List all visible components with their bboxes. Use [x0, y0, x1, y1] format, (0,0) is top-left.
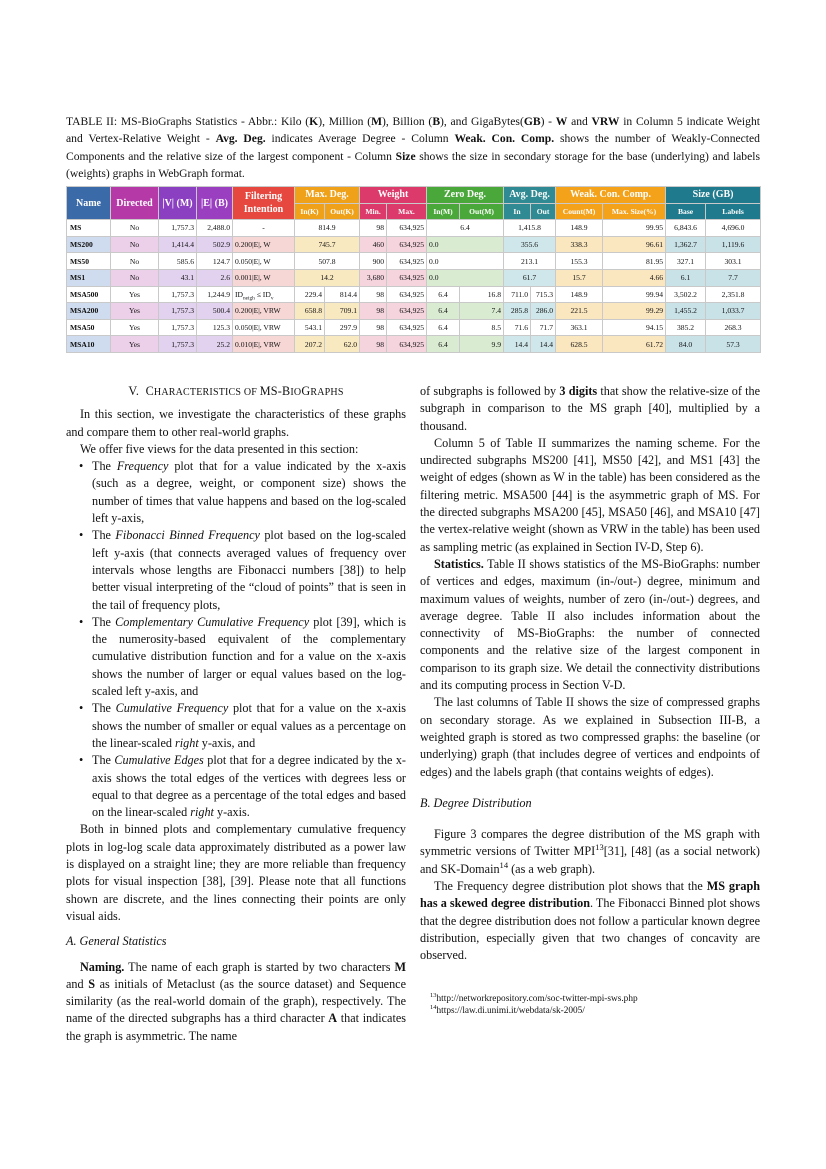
- cell-labels: 303.1: [706, 253, 761, 270]
- footnote: $^{14}$https://law.di.unimi.it/webdata/sk-2005/: [430, 1003, 585, 1016]
- cell-count: 155.3: [556, 253, 603, 270]
- cell-avg-degree: 1,415.8: [504, 220, 556, 237]
- subheader-out-m: Out(M): [460, 203, 504, 220]
- cell-labels: 57.3: [706, 336, 761, 353]
- header-directed: Directed: [111, 187, 159, 220]
- cell-directed: Yes: [111, 319, 159, 336]
- cell-directed: Yes: [111, 303, 159, 320]
- cell-base: 84.0: [666, 336, 706, 353]
- cell-edges: 1,244.9: [197, 286, 233, 303]
- cell-labels: 4,696.0: [706, 220, 761, 237]
- cell-count: 628.5: [556, 336, 603, 353]
- bullet-list: [66, 458, 406, 821]
- cell-vertices: 1,757.3: [159, 286, 197, 303]
- subheader-out: Out: [531, 203, 556, 220]
- cell-zero-degree: 0.0: [427, 269, 504, 286]
- cell-name: MS200: [67, 236, 111, 253]
- table-row: [67, 303, 761, 320]
- cell-name: MS: [67, 220, 111, 237]
- cell-max-degree-in: 543.1: [295, 319, 325, 336]
- cell-name: MSA500: [67, 286, 111, 303]
- subheader-in: In: [504, 203, 531, 220]
- subheader-in-m: In(M): [427, 203, 460, 220]
- cell-base: 6,843.6: [666, 220, 706, 237]
- cell-avg-degree: 61.7: [504, 269, 556, 286]
- cell-count: 15.7: [556, 269, 603, 286]
- cell-max-degree: 745.7: [295, 236, 360, 253]
- cell-directed: No: [111, 236, 159, 253]
- list-item: • The Frequency plot that for a value indicated by the x-axis (such as a degree, weight, or component size) shows the number of times that value happens and based on the log-scaled left y-axis,: [92, 458, 406, 527]
- subsection-heading: A. General Statistics: [66, 934, 167, 949]
- paragraph: of subgraphs is followed by 3 digits that show the relative-size of the subgraph in comparison to the MS graph [40], multiplied by a thousand.: [420, 384, 761, 433]
- cell-weight-min: 98: [360, 319, 387, 336]
- cell-weight-min: 3,680: [360, 269, 387, 286]
- table-row: [67, 336, 761, 353]
- table-caption: TABLE II: MS-BioGraphs Statistics - Abbr.: Kilo (K), Million (M), Billion (B), and GigaBytes(GB) - W and VRW in Column 5 indicate Weight and Vertex-Relative Weight - Avg. Deg. indicates Average Degree - Column Weak. Con. Comp. shows the number of Weakly-Connected Components and the relative size of the largest component - Column Size shows the size in secondary storage for the base (underlying) and labels (weights) graphs in WebGraph format.: [66, 115, 760, 180]
- cell-vertices: 1,757.3: [159, 303, 197, 320]
- cell-avg-degree-out: 71.7: [531, 319, 556, 336]
- cell-max-degree: 507.8: [295, 253, 360, 270]
- cell-edges: 2.6: [197, 269, 233, 286]
- cell-zero-degree-in: 6.4: [427, 319, 460, 336]
- cell-zero-degree-in: 6.4: [427, 286, 460, 303]
- cell-edges: 500.4: [197, 303, 233, 320]
- cell-base: 385.2: [666, 319, 706, 336]
- cell-labels: 2,351.8: [706, 286, 761, 303]
- cell-name: MSA50: [67, 319, 111, 336]
- cell-max-degree-out: 62.0: [325, 336, 360, 353]
- cell-name: MSA200: [67, 303, 111, 320]
- cell-base: 1,455.2: [666, 303, 706, 320]
- cell-avg-degree-in: 71.6: [504, 319, 531, 336]
- cell-vertices: 1,757.3: [159, 220, 197, 237]
- list-item: • The Cumulative Frequency plot that for a value on the x-axis shows the number of smaller or equal values as a percentage on the linear-scaled right y-axis, and: [92, 700, 406, 752]
- subheader-max-size: Max. Size(%): [603, 203, 666, 220]
- table-row: [67, 286, 761, 303]
- cell-avg-degree: 355.6: [504, 236, 556, 253]
- cell-labels: 268.3: [706, 319, 761, 336]
- header-edges: |E| (B): [197, 187, 233, 220]
- footnote: $^{13}$http://networkrepository.com/soc-twitter-mpi-sws.php: [430, 991, 638, 1004]
- paragraph: Both in binned plots and complementary cumulative frequency plots in log-log scale data approximately distributed as a power law is displayed on a straight line; they are more reliable than frequency plots for visual inspection [38], [39]. Please note that all functions shown are discrete, and the lines connecting their points are only visual aids.: [66, 822, 406, 923]
- cell-edges: 25.2: [197, 336, 233, 353]
- cell-name: MSA10: [67, 336, 111, 353]
- cell-weight-max: 634,925: [387, 319, 427, 336]
- cell-filtering: 0.010|E|, VRW: [233, 336, 295, 353]
- subheader-max: Max.: [387, 203, 427, 220]
- cell-labels: 7.7: [706, 269, 761, 286]
- cell-count: 148.9: [556, 220, 603, 237]
- cell-max-degree-in: 229.4: [295, 286, 325, 303]
- cell-vertices: 585.6: [159, 253, 197, 270]
- cell-edges: 124.7: [197, 253, 233, 270]
- cell-avg-degree-in: 285.8: [504, 303, 531, 320]
- cell-count: 338.3: [556, 236, 603, 253]
- paragraph: Statistics. Table II shows statistics of the MS-BioGraphs: number of vertices and edges, maximum (in-/out-) degree, minimum and maximum values of weights, number of zero (in-/out-) degrees, and average degree. Table II also includes information about the connectivity of MS-BioGraphs: the number of connected components and the relative size of the largest component in comparison to its graph size. We detail the connectivity distributions and its computing process in Section V-D.: [420, 556, 760, 693]
- cell-vertices: 1,757.3: [159, 319, 197, 336]
- cell-weight-max: 634,925: [387, 303, 427, 320]
- list-item: • The Complementary Cumulative Frequency plot [39], which is the numerosity-based equivalent of the complementary cumulative distribution function and for a value on the x-axis shows the number of larger or equal values based on the log-scaled left y-axis, and: [92, 614, 406, 700]
- cell-name: MS1: [67, 269, 111, 286]
- subheader-labels: Labels: [706, 203, 761, 220]
- subsection-heading: B. Degree Distribution: [420, 795, 532, 810]
- cell-max-size: 61.72: [603, 336, 666, 353]
- cell-max-size: 94.15: [603, 319, 666, 336]
- header-weight: Weight: [360, 187, 427, 204]
- cell-directed: Yes: [111, 286, 159, 303]
- cell-vertices: 1,757.3: [159, 336, 197, 353]
- cell-weight-min: 98: [360, 336, 387, 353]
- cell-max-size: 81.95: [603, 253, 666, 270]
- cell-weight-min: 900: [360, 253, 387, 270]
- cell-max-size: 4.66: [603, 269, 666, 286]
- subheader-base: Base: [666, 203, 706, 220]
- cell-max-degree-out: 297.9: [325, 319, 360, 336]
- header-size: Size (GB): [666, 187, 761, 204]
- cell-max-size: 99.95: [603, 220, 666, 237]
- subheader-min: Min.: [360, 203, 387, 220]
- cell-filtering: 0.050|E|, W: [233, 253, 295, 270]
- cell-max-size: 96.61: [603, 236, 666, 253]
- cell-labels: 1,119.6: [706, 236, 761, 253]
- cell-weight-min: 98: [360, 303, 387, 320]
- cell-zero-degree-out: 9.9: [460, 336, 504, 353]
- cell-max-degree-in: 658.8: [295, 303, 325, 320]
- cell-edges: 125.3: [197, 319, 233, 336]
- cell-avg-degree-out: 286.0: [531, 303, 556, 320]
- cell-avg-degree-in: 711.0: [504, 286, 531, 303]
- header-avg-degree: Avg. Deg.: [504, 187, 556, 204]
- header-zero-degree: Zero Deg.: [427, 187, 504, 204]
- cell-weight-max: 634,925: [387, 336, 427, 353]
- cell-filtering: 0.050|E|, VRW: [233, 319, 295, 336]
- cell-avg-degree-in: 14.4: [504, 336, 531, 353]
- cell-filtering: $ID_{neigh} \le ID_v$: [233, 286, 295, 303]
- cell-weight-max: 634,925: [387, 286, 427, 303]
- cell-directed: No: [111, 253, 159, 270]
- cell-weight-max: 634,925: [387, 220, 427, 237]
- cell-edges: 502.9: [197, 236, 233, 253]
- cell-count: 221.5: [556, 303, 603, 320]
- statistics-table: [66, 186, 761, 353]
- cell-name: MS50: [67, 253, 111, 270]
- cell-vertices: 1,414.4: [159, 236, 197, 253]
- paragraph: Column 5 of Table II summarizes the naming scheme. For the undirected subgraphs MS200 [41], MS50 [42], and MS1 [43] the weight of edges (shown as W in the table) has been considered as the filtering metric. MSA500 [44] is the asymmetric graph of MS. For the directed subgraphs MSA200 [45], MSA50 [46], and MSA10 [47] the vertex-relative weight (shown as VRW in the table) has been used as sampling metric (as explained in Section IV-D, Step 6).: [420, 435, 760, 554]
- subheader-in-k: In(K): [295, 203, 325, 220]
- cell-avg-degree-out: 715.3: [531, 286, 556, 303]
- cell-weight-min: 460: [360, 236, 387, 253]
- cell-zero-degree-in: 6.4: [427, 336, 460, 353]
- section-heading: V. CHARACTERISTICS OF MS-BIOGRAPHS: [128, 384, 344, 398]
- table-row: [67, 253, 761, 270]
- cell-max-degree-out: 814.4: [325, 286, 360, 303]
- cell-labels: 1,033.7: [706, 303, 761, 320]
- left-column: [66, 383, 406, 1045]
- cell-filtering: 0.200|E|, VRW: [233, 303, 295, 320]
- cell-filtering: -: [233, 220, 295, 237]
- cell-filtering: 0.001|E|, W: [233, 269, 295, 286]
- cell-max-size: 99.29: [603, 303, 666, 320]
- header-vertices: |V| (M): [159, 187, 197, 220]
- list-item: • The Fibonacci Binned Frequency plot based on the log-scaled left y-axis (that connects averaged values of frequency over intervals whose lengths are Fibonacci numbers [38]) to help better visual interpreting of the “cloud of points” that is seen in the tail of frequency plots,: [92, 527, 406, 613]
- cell-base: 327.1: [666, 253, 706, 270]
- cell-max-degree-out: 709.1: [325, 303, 360, 320]
- cell-weight-max: 634,925: [387, 253, 427, 270]
- header-filtering: Filtering Intention: [233, 187, 295, 220]
- table-row: [67, 236, 761, 253]
- cell-zero-degree-out: 8.5: [460, 319, 504, 336]
- cell-count: 363.1: [556, 319, 603, 336]
- subheader-count: Count(M): [556, 203, 603, 220]
- right-column: [420, 383, 760, 965]
- cell-avg-degree: 213.1: [504, 253, 556, 270]
- cell-zero-degree: 0.0: [427, 253, 504, 270]
- cell-zero-degree-in: 6.4: [427, 303, 460, 320]
- table-row: [67, 220, 761, 237]
- cell-vertices: 43.1: [159, 269, 197, 286]
- table-row: [67, 319, 761, 336]
- cell-edges: 2,488.0: [197, 220, 233, 237]
- cell-base: 1,362.7: [666, 236, 706, 253]
- cell-base: 6.1: [666, 269, 706, 286]
- cell-weight-max: 634,925: [387, 236, 427, 253]
- cell-base: 3,502.2: [666, 286, 706, 303]
- cell-zero-degree: 6.4: [427, 220, 504, 237]
- paragraph: Figure 3 compares the degree distribution of the MS graph with symmetric versions of Twitter MPI$^{13}$[31], [48] (as a social network) and SK-Domain$^{14}$ (as a web graph).: [420, 827, 760, 876]
- header-weak-components: Weak. Con. Comp.: [556, 187, 666, 204]
- table-row: [67, 269, 761, 286]
- cell-max-degree-in: 207.2: [295, 336, 325, 353]
- cell-directed: Yes: [111, 336, 159, 353]
- cell-max-degree: 814.9: [295, 220, 360, 237]
- cell-filtering: 0.200|E|, W: [233, 236, 295, 253]
- subheader-out-k: Out(K): [325, 203, 360, 220]
- paragraph: Naming. The name of each graph is started by two characters M and S as initials of Metaclust (as the source dataset) and Sequence similarity (as the real-world domain of the graph), respectively. The name of the directed subgraphs has a third character A that indicates the graph is asymmetric. The name: [66, 959, 407, 1043]
- paragraph: In this section, we investigate the characteristics of these graphs and compare them to other real-world graphs.: [66, 407, 406, 439]
- cell-zero-degree-out: 7.4: [460, 303, 504, 320]
- cell-zero-degree: 0.0: [427, 236, 504, 253]
- cell-max-degree: 14.2: [295, 269, 360, 286]
- cell-avg-degree-out: 14.4: [531, 336, 556, 353]
- header-max-degree: Max. Deg.: [295, 187, 360, 204]
- paragraph: We offer five views for the data presented in this section:: [80, 441, 359, 456]
- cell-directed: No: [111, 220, 159, 237]
- cell-weight-min: 98: [360, 220, 387, 237]
- header-name: Name: [67, 187, 111, 220]
- cell-weight-min: 98: [360, 286, 387, 303]
- cell-zero-degree-out: 16.8: [460, 286, 504, 303]
- paragraph: The Frequency degree distribution plot shows that the MS graph has a skewed degree distribution. The Fibonacci Binned plot shows that the degree distribution does not follow a particular known degree distribution, especially given that two changes of concavity are observed.: [420, 879, 760, 963]
- list-item: • The Cumulative Edges plot that for a degree indicated by the x-axis shows the total edges of the vertices with degrees less or equal to that degree as a percentage of the total edges and based on the linear-scaled right y-axis.: [92, 752, 406, 821]
- cell-weight-max: 634,925: [387, 269, 427, 286]
- paragraph: The last columns of Table II shows the size of compressed graphs on secondary storage. As we explained in Subsection III-B, a weighted graph is stored as two compressed graphs: the baseline (or underlying) graph (that includes degree of vertices and endpoints of edges) and the labels graph (that contains weights of edges).: [420, 695, 760, 779]
- cell-directed: No: [111, 269, 159, 286]
- cell-count: 148.9: [556, 286, 603, 303]
- cell-max-size: 99.94: [603, 286, 666, 303]
- footnotes: [420, 993, 760, 1017]
